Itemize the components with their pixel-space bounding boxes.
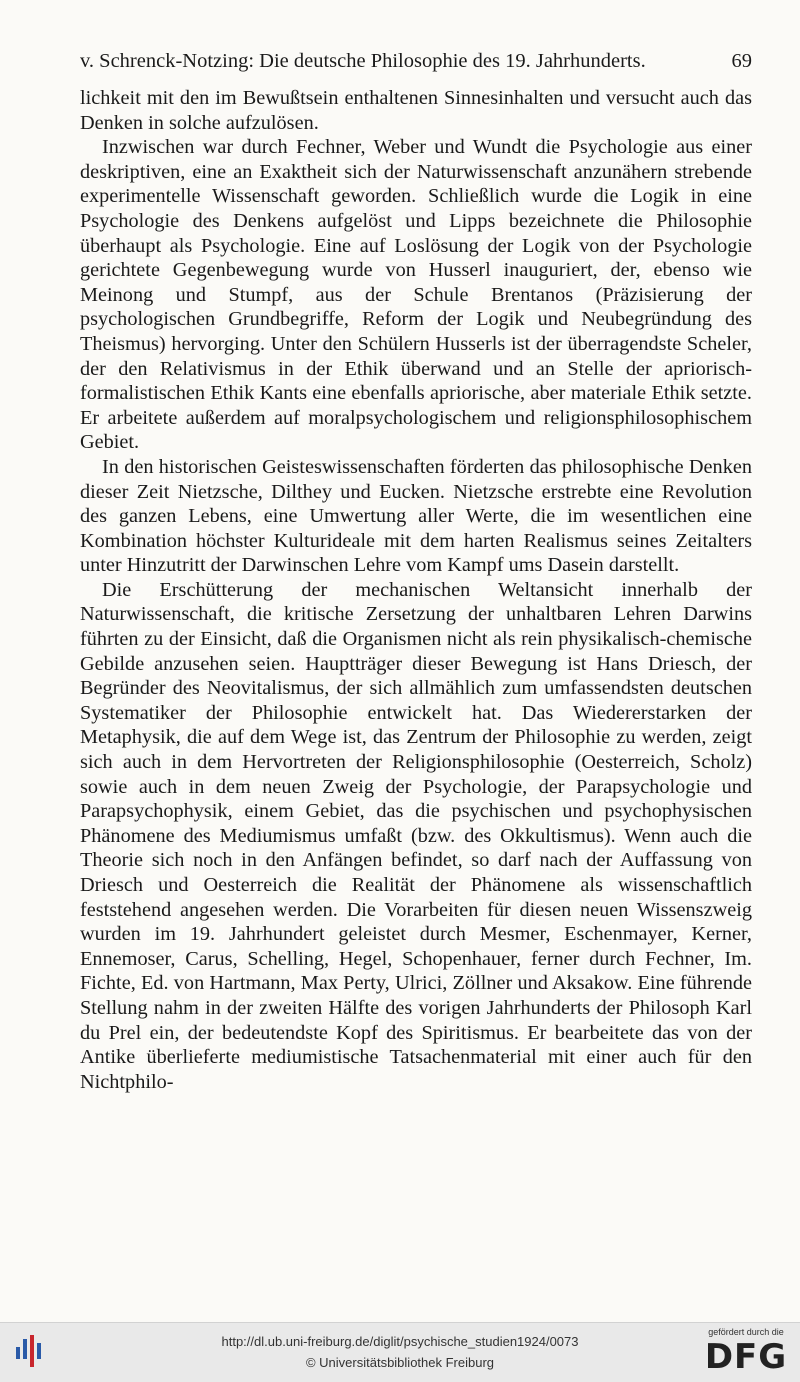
- page-number: 69: [731, 50, 752, 72]
- dfg-logo: [702, 1327, 790, 1379]
- page-header: [80, 48, 752, 74]
- running-title: v. Schrenck-Notzing: Die deutsche Philosophie des 19. Jahrhunderts.: [80, 50, 646, 72]
- dfg-caption: gefördert durch die: [708, 1327, 784, 1337]
- copyright-notice: © Universitätsbibliothek Freiburg: [305, 1355, 495, 1370]
- dfg-logo-text: DFG: [704, 1337, 788, 1377]
- paragraph-metaphysics-parapsychology: Die Erschütterung der mechanischen Weltansicht innerhalb der Naturwissenschaft, die kritische Zersetzung der unhaltbaren Lehren Darwins führten zu der Einsicht, daß die Organismen nicht als rein physikalisch-chemische Gebilde anzusehen seien. Hauptträger dieser Bewegung ist Hans Driesch, der Begründer des Neovitalismus, der sich allmählich zum umfassendsten deutschen Systematiker der Philosophie entwickelt hat. Das Wiedererstarken der Metaphysik, die auf dem Wege ist, das Zentrum der Philosophie zu werden, zeigt sich auch in dem Hervortreten der Religionsphilosophie (Oesterreich, Scholz) sowie auch in dem neuen Zweig der Psychologie, der Parapsychologie und Parapsychophysik, einem Gebiet, das die psychischen und psychophysischen Phänomene des Mediumismus umfaßt (bzw. des Okkultismus). Wenn auch die Theorie sich noch in den Anfängen befindet, so darf nach der Auffassung von Driesch und Oesterreich die Realität der Phänomene als wissenschaftlich feststehend angesehen werden. Die Vorarbeiten für diesen neuen Wissenszweig wurden im 19. Jahrhundert geleistet durch Mesmer, Eschenmayer, Kerner, Ennemoser, Carus, Schelling, Hegel, Schopenhauer, ferner durch Fechner, Im. Fichte, Ed. von Hartmann, Max Perty, Ulrici, Zöllner und Aksakow. Eine führende Stellung nahm in der zweiten Hälfte des vorigen Jahrhunderts der Philosoph Karl du Prel ein, der bedeutendste Kopf des Spiritismus. Er bearbeitete das von der Antike überlieferte mediumistische Tatsachenmaterial mit einer auch für den Nichtphilo-: [80, 578, 752, 1093]
- library-footer: [0, 1322, 800, 1382]
- paragraph-psychology: Inzwischen war durch Fechner, Weber und Wundt die Psychologie aus einer deskriptiven, eine an Exaktheit sich der Naturwissenschaft anzunähern strebende experimentelle Wissenschaft geworden. Schließlich wurde die Logik in eine Psychologie des Denkens aufgelöst und Lipps bezeichnete die Philosophie überhaupt als Psychologie. Eine auf Loslösung der Logik von der Psychologie gerichtete Gegenbewegung wurde von Husserl inauguriert, der, ebenso wie Meinong und Stumpf, aus der Schule Brentanos (Präzisierung der psychologischen Grundbegriffe, Reform der Logik und Neubegründung des Theismus) hervorging. Unter den Schülern Husserls ist der überragendste Scheler, der den Relativismus in der Ethik überwand und an Stelle der apriorisch-formalistischen Ethik Kants eine ebenfalls apriorische, aber materiale Ethik setzte. Er arbeitete außerdem auf moralpsychologischem und religionsphilosophischem Gebiet.: [80, 136, 752, 454]
- paragraph-continuation: lichkeit mit den im Bewußtsein enthaltenen Sinnesinhalten und versucht auch das Denken in solche aufzulösen.: [80, 87, 752, 134]
- permalink-url-link[interactable]: http://dl.ub.uni-freiburg.de/diglit/psychische_studien1924/0073: [221, 1334, 579, 1349]
- body-text: [80, 86, 752, 1094]
- paragraph-historical-sciences: In den historischen Geisteswissenschaften förderten das philosophische Denken dieser Zeit Nietzsche, Dilthey und Eucken. Nietzsche erstrebte eine Revolution des ganzen Lebens, eine Umwertung aller Werte, die im wesentlichen eine Kombination höchster Kulturideale mit dem harten Realismus seines Zeitalters unter Hinzutritt der Darwinschen Lehre vom Kampf ums Dasein darstellt.: [80, 455, 752, 577]
